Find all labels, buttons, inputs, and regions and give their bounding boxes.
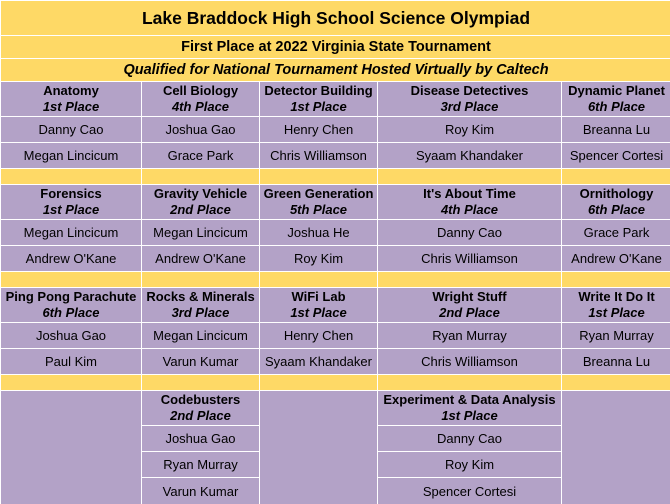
member-cell: Joshua Gao xyxy=(1,323,141,348)
event-name: Detector Building xyxy=(264,83,373,98)
spacer-cell xyxy=(378,169,561,184)
event-cell xyxy=(378,185,561,219)
event-cell xyxy=(562,185,670,219)
spacer-cell xyxy=(378,375,561,390)
sheet-subtitle-national: Qualified for National Tournament Hosted Virtually by Caltech xyxy=(1,59,670,81)
event-name: Write It Do It xyxy=(578,289,655,304)
spacer-cell xyxy=(142,375,259,390)
member-cell: Grace Park xyxy=(562,220,670,245)
event-cell xyxy=(378,82,561,116)
event-place: 3rd Place xyxy=(440,99,499,114)
event-place: 1st Place xyxy=(42,202,100,217)
event-cell xyxy=(1,82,141,116)
spacer-cell xyxy=(260,375,377,390)
event-name: Codebusters xyxy=(160,392,241,407)
event-name: Gravity Vehicle xyxy=(153,186,248,201)
event-name: Experiment & Data Analysis xyxy=(383,392,556,407)
member-cell: Henry Chen xyxy=(260,117,377,142)
member-cell: Ryan Murray xyxy=(562,323,670,348)
spacer-cell xyxy=(142,272,259,287)
event-cell xyxy=(260,82,377,116)
event-cell xyxy=(378,288,561,322)
member-cell: Andrew O'Kane xyxy=(1,246,141,271)
spacer-cell xyxy=(1,169,141,184)
event-place: 2nd Place xyxy=(439,305,500,320)
sheet-subtitle: First Place at 2022 Virginia State Tournament xyxy=(1,36,670,58)
event-place: 6th Place xyxy=(587,99,646,114)
member-cell: Roy Kim xyxy=(260,246,377,271)
member-cell: Breanna Lu xyxy=(562,349,670,374)
event-cell xyxy=(1,288,141,322)
event-cell xyxy=(142,391,259,425)
member-cell: Megan Lincicum xyxy=(1,220,141,245)
event-place: 4th Place xyxy=(171,99,230,114)
event-name: Ornithology xyxy=(579,186,654,201)
member-cell: Joshua Gao xyxy=(142,426,259,451)
spacer-cell xyxy=(378,272,561,287)
member-cell: Chris Williamson xyxy=(378,246,561,271)
event-place: 5th Place xyxy=(289,202,348,217)
spacer-cell xyxy=(1,375,141,390)
spacer-cell xyxy=(260,169,377,184)
member-cell: Megan Lincicum xyxy=(142,323,259,348)
event-place: 6th Place xyxy=(587,202,646,217)
event-cell xyxy=(142,288,259,322)
member-cell: Paul Kim xyxy=(1,349,141,374)
member-cell: Varun Kumar xyxy=(142,478,259,504)
member-cell: Danny Cao xyxy=(1,117,141,142)
event-place: 1st Place xyxy=(441,408,498,423)
spacer-cell xyxy=(562,375,670,390)
member-cell: Roy Kim xyxy=(378,452,561,477)
event-name: Wright Stuff xyxy=(432,289,507,304)
sheet-title: Lake Braddock High School Science Olympiad xyxy=(1,1,670,35)
member-cell: Megan Lincicum xyxy=(142,220,259,245)
event-cell xyxy=(378,391,561,425)
event-place: 1st Place xyxy=(588,305,645,320)
event-place: 1st Place xyxy=(42,99,100,114)
member-cell: Danny Cao xyxy=(378,426,561,451)
member-cell: Syaam Khandaker xyxy=(260,349,377,374)
member-cell: Ryan Murray xyxy=(142,452,259,477)
event-place: 4th Place xyxy=(440,202,499,217)
event-name: Forensics xyxy=(40,186,102,201)
event-place: 1st Place xyxy=(290,99,347,114)
spacer-cell xyxy=(142,169,259,184)
member-cell: Syaam Khandaker xyxy=(378,143,561,168)
event-name: Disease Detectives xyxy=(410,83,529,98)
member-cell: Spencer Cortesi xyxy=(378,478,561,504)
member-cell: Joshua He xyxy=(260,220,377,245)
event-place: 3rd Place xyxy=(171,305,230,320)
member-cell: Danny Cao xyxy=(378,220,561,245)
event-name: Ping Pong Parachute xyxy=(5,289,137,304)
member-cell: Roy Kim xyxy=(378,117,561,142)
spacer-cell xyxy=(260,272,377,287)
empty-cell xyxy=(562,391,670,504)
event-name: WiFi Lab xyxy=(291,289,346,304)
spacer-cell xyxy=(1,272,141,287)
event-place: 2nd Place xyxy=(170,408,231,423)
member-cell: Breanna Lu xyxy=(562,117,670,142)
member-cell: Megan Lincicum xyxy=(1,143,141,168)
event-name: Cell Biology xyxy=(162,83,239,98)
event-cell xyxy=(260,185,377,219)
member-cell: Henry Chen xyxy=(260,323,377,348)
event-name: Rocks & Minerals xyxy=(146,289,255,304)
empty-cell xyxy=(1,391,141,504)
member-cell: Joshua Gao xyxy=(142,117,259,142)
member-cell: Spencer Cortesi xyxy=(562,143,670,168)
event-cell xyxy=(142,185,259,219)
event-place: 2nd Place xyxy=(170,202,231,217)
empty-cell xyxy=(260,391,377,504)
event-cell xyxy=(562,288,670,322)
member-cell: Grace Park xyxy=(142,143,259,168)
event-name: It's About Time xyxy=(423,186,516,201)
member-cell: Chris Williamson xyxy=(378,349,561,374)
event-name: Green Generation xyxy=(263,186,374,201)
event-name: Anatomy xyxy=(43,83,99,98)
spacer-cell xyxy=(562,272,670,287)
event-cell xyxy=(562,82,670,116)
member-cell: Andrew O'Kane xyxy=(562,246,670,271)
member-cell: Chris Williamson xyxy=(260,143,377,168)
event-place: 1st Place xyxy=(290,305,347,320)
event-cell xyxy=(260,288,377,322)
member-cell: Andrew O'Kane xyxy=(142,246,259,271)
event-place: 6th Place xyxy=(42,305,100,320)
event-cell xyxy=(1,185,141,219)
member-cell: Ryan Murray xyxy=(378,323,561,348)
spacer-cell xyxy=(562,169,670,184)
member-cell: Varun Kumar xyxy=(142,349,259,374)
event-cell xyxy=(142,82,259,116)
event-name: Dynamic Planet xyxy=(568,83,665,98)
spreadsheet-grid xyxy=(1,1,667,503)
